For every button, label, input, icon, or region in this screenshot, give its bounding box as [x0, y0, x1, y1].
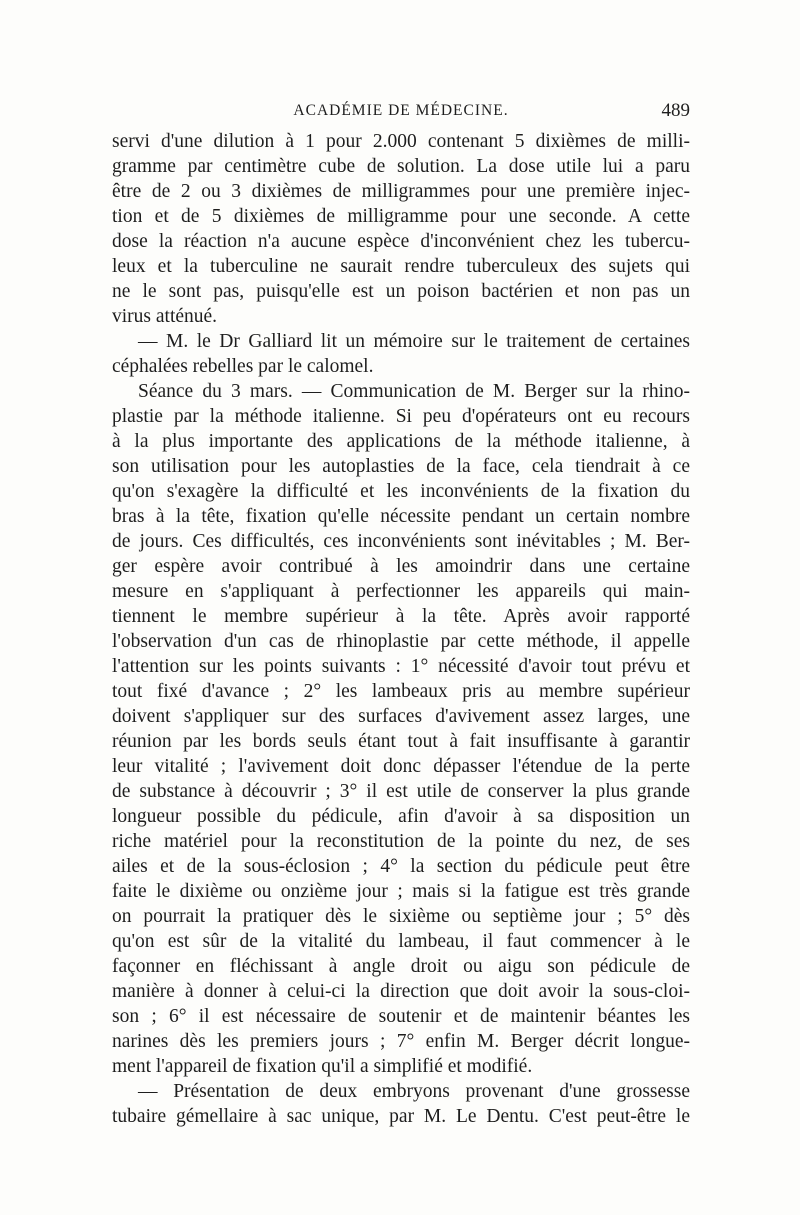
text-line-35: manière à donner à celui-ci la direction que doit avoir la sous-cloi-	[112, 981, 690, 1002]
text-line-7: ne le sont pas, puisqu'elle est un poison bactérien et non pas un	[112, 281, 690, 302]
text-line-38: ment l'appareil de fixation qu'il a simplifié et modifié.	[112, 1056, 533, 1077]
text-line-33: qu'on est sûr de la vitalité du lambeau, il faut commencer à le	[112, 931, 690, 952]
text-line-30: ailes et de la sous-éclosion ; 4° la section du pédicule peut être	[112, 856, 690, 877]
text-line-37: narines dès les premiers jours ; 7° enfin M. Berger décrit longue-	[112, 1031, 690, 1052]
text-line-28: longueur possible du pédicule, afin d'avoir à sa disposition un	[112, 806, 690, 827]
text-line-25: réunion par les bords seuls étant tout à fait insuffisante à garantir	[112, 731, 690, 752]
text-line-27: de substance à découvrir ; 3° il est utile de conserver la plus grande	[112, 781, 690, 802]
text-line-10: céphalées rebelles par le calomel.	[112, 356, 374, 377]
text-line-15: qu'on s'exagère la difficulté et les inconvénients de la fixation du	[112, 481, 690, 502]
text-line-34: façonner en fléchissant à angle droit ou aigu son pédicule de	[112, 956, 690, 977]
text-line-13: à la plus importante des applications de la méthode italienne, à	[112, 431, 690, 452]
running-head: ACADÉMIE DE MÉDECINE.	[293, 102, 509, 119]
text-line-5: dose la réaction n'a aucune espèce d'inconvénient chez les tubercu-	[112, 231, 690, 252]
body-text	[112, 129, 690, 1129]
text-line-36: son ; 6° il est nécessaire de soutenir et de maintenir béantes les	[112, 1006, 690, 1027]
text-line-17: de jours. Ces difficultés, ces inconvénients sont inévitables ; M. Ber-	[112, 531, 690, 552]
text-line-8: virus atténué.	[112, 306, 218, 327]
text-line-12: plastie par la méthode italienne. Si peu d'opérateurs ont eu recours	[112, 406, 690, 427]
text-line-24: doivent s'appliquer sur des surfaces d'avivement assez larges, une	[112, 706, 690, 727]
text-line-21: l'observation d'un cas de rhinoplastie par cette méthode, il appelle	[112, 631, 690, 652]
text-line-3: être de 2 ou 3 dixièmes de milligrammes pour une première injec-	[112, 181, 690, 202]
text-line-6: leux et la tuberculine ne saurait rendre tuberculeux des sujets qui	[112, 256, 690, 277]
text-line-14: son utilisation pour les autoplasties de la face, cela tiendrait à ce	[112, 456, 690, 477]
text-line-39: — Présentation de deux embryons provenant d'une grossesse	[138, 1081, 690, 1102]
text-line-19: mesure en s'appliquant à perfectionner les appareils qui main-	[112, 581, 690, 602]
text-line-22: l'attention sur les points suivants : 1° nécessité d'avoir tout prévu et	[112, 656, 690, 677]
page-number: 489	[661, 100, 690, 121]
text-line-16: bras à la tête, fixation qu'elle nécessite pendant un certain nombre	[112, 506, 690, 527]
text-line-23: tout fixé d'avance ; 2° les lambeaux pris au membre supérieur	[112, 681, 690, 702]
text-line-2: gramme par centimètre cube de solution. La dose utile lui a paru	[112, 156, 690, 177]
text-line-32: on pourrait la pratiquer dès le sixième ou septième jour ; 5° dès	[112, 906, 690, 927]
text-line-26: leur vitalité ; l'avivement doit donc dépasser l'étendue de la perte	[112, 756, 690, 777]
text-line-4: tion et de 5 dixièmes de milligramme pour une seconde. A cette	[112, 206, 690, 227]
text-line-9: — M. le Dr Galliard lit un mémoire sur le traitement de certaines	[138, 331, 690, 352]
page-header	[112, 96, 690, 126]
text-line-31: faite le dixième ou onzième jour ; mais si la fatigue est très grande	[112, 881, 690, 902]
text-line-18: ger espère avoir contribué à les amoindrir dans une certaine	[112, 556, 690, 577]
text-line-1: servi d'une dilution à 1 pour 2.000 contenant 5 dixièmes de milli-	[112, 131, 690, 152]
text-line-29: riche matériel pour la reconstitution de la pointe du nez, de ses	[112, 831, 690, 852]
text-line-20: tiennent le membre supérieur à la tête. Après avoir rapporté	[112, 606, 690, 627]
text-line-11: Séance du 3 mars. — Communication de M. Berger sur la rhino-	[138, 381, 690, 402]
text-line-40: tubaire gémellaire à sac unique, par M. Le Dentu. C'est peut-être le	[112, 1106, 690, 1127]
